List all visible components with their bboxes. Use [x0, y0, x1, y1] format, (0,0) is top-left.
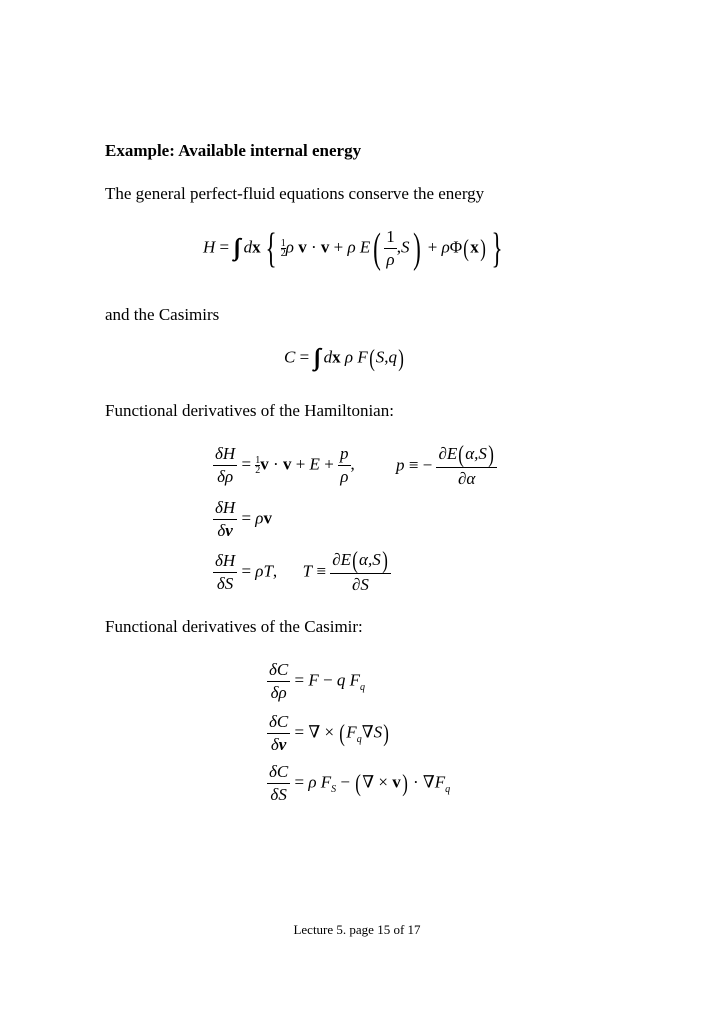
equation-casimir: C = ∫∫∫ dx ρ F(S,q)	[284, 345, 404, 372]
equation-hamiltonian: H = ∫∫∫ dx { $\frac{1}{2}$ ρ v · v + ρ E( $\frac{1}{\rho}$ ,S) + ρΦ(x) }	[203, 225, 503, 272]
equation-dH-drho: $\frac{\delta H}{\delta\rho}$ = $\frac{1}{2}$ v · v + E + $\frac{p}{\rho}$ ,	[215, 444, 355, 486]
section-heading: Example: Available internal energy	[105, 141, 362, 160]
paragraph-hamiltonian-derivatives: Functional derivatives of the Hamiltonian:	[105, 401, 394, 420]
equation-dC-drho: $\frac{\delta C}{\delta\rho}$ = F − q $F_q$	[269, 660, 365, 702]
paragraph-casimirs: and the Casimirs	[105, 305, 220, 324]
paragraph-energy: The general perfect-fluid equations conserve the energy	[105, 184, 485, 203]
equation-dH-dv: $\frac{\delta H}{\delta v}$ = ρv	[215, 498, 272, 540]
equation-dC-dv: $\frac{\delta C}{\delta v}$ = ∇ × $(F_q\nabla S)$	[269, 712, 389, 754]
equation-dH-dS: $\frac{\delta H}{\delta S}$ = ρT, T ≡ $\frac{\partial E(\alpha,S)}{\partial S}$	[213, 549, 391, 596]
equation-dC-dS: $\frac{\delta C}{\delta S}$ = ρ $F_S$ − (∇ × $v) \cdot \nabla F_q$	[269, 762, 451, 804]
page-footer: Lecture 5. page 15 of 17	[293, 922, 421, 937]
equation-pressure-def: p ≡ − $\frac{\partial E(\alpha,S)}{\partial\alpha}$	[396, 443, 497, 490]
paragraph-casimir-derivatives: Functional derivatives of the Casimir:	[105, 617, 363, 636]
